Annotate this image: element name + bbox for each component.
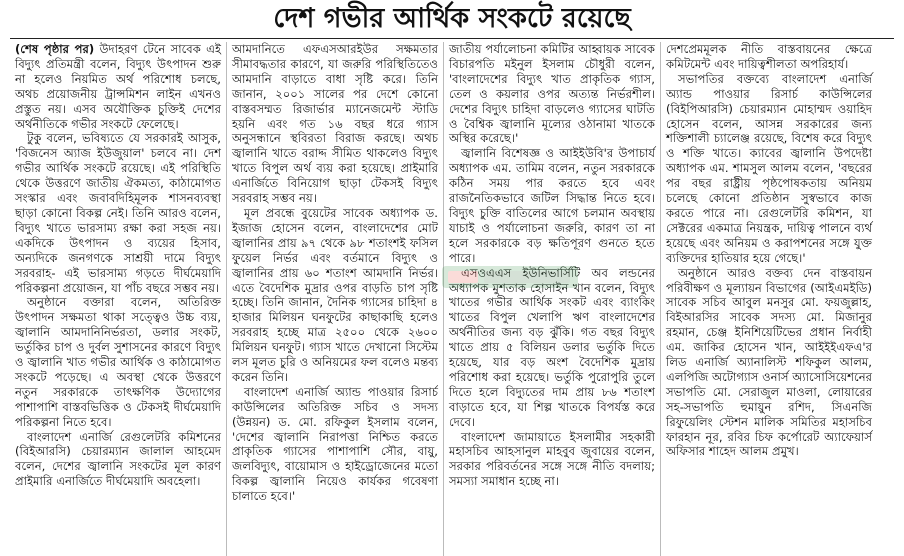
headline-bar [0,0,904,40]
article-paragraph: জাতীয় পর্যালোচনা কমিটির আহ্বায়ক সাবেক বিচারপতি মইনুল ইসলাম চৌধুরী বলেন, 'বাংলাদেশের বিদ্যুৎ খাত প্রাকৃতিক গ্যাস, তেল ও কয়লার ওপর অত্যন্ত নির্ভরশীল। দেশের বিদ্যুৎ চাহিদা বাড়লেও গ্যাসের ঘাটতি ও বৈশ্বিক জ্বালানি মূল্যের ওঠানামা খাতকে অস্থির করেছে।' [449,42,655,146]
article-column-2 [226,42,443,556]
page-title: দেশ গভীর আর্থিক সংকটে রয়েছে [273,2,631,34]
article-paragraph: অনুষ্ঠানে আরও বক্তব্য দেন বাস্তবায়ন পরিবীক্ষণ ও মূল্যায়ন বিভাগের (আইএমইডি) সাবেক সচিব আবুল মনসুর মো. ফয়জুল্লাহ, বিইআরসির সাবেক সদস্য মো. মিজানুর রহমান, চেঞ্জ ইনিশিয়েটিভের প্রধান নির্বাহী এম. জাকির হোসেন খান, আইইইএফএ'র লিড এনার্জি অ্যানালিস্ট শফিকুল আলম, এলপিজি অটোগ্যাস ওনার্স অ্যাসোসিয়েশনের সভাপতি মো. সেরাজুল মাওলা, লোয়ারের সহ-সভাপতি হুমায়ুন রশিদ, সিএনজি রিফুয়েলিং স্টেশন মালিক সমিতির মহাসচিব ফারহান নূর, রবির চিফ কর্পোরেট অ্যাফেয়ার্স অফিসার শাহেদ আলম প্রমুখ। [666,265,872,459]
article-paragraph [15,42,221,131]
article-column-3 [443,42,660,556]
continuation-marker: (শেষ পৃষ্ঠার পর) [15,42,95,56]
article-paragraph: অনুষ্ঠানে বক্তারা বলেন, অতিরিক্ত উৎপাদন সক্ষমতা থাকা সত্ত্বেও উচ্চ ব্যয়, জ্বালানি আমদানিনির্ভরতা, ডলার সংকট, ভর্তুকির চাপ ও দুর্বল সুশাসনের কারণে বিদ্যুৎ ও জ্বালানি খাত গভীর আর্থিক ও কাঠামোগত সংকটে পড়েছে। এ অবস্থা থেকে উত্তরণে নতুন সরকারকে তাৎক্ষণিক উদ্যোগের পাশাপাশি বাস্তবভিত্তিক ও টেকসই দীর্ঘমেয়াদি পরিকল্পনা নিতে হবে। [15,295,221,429]
article-column-4 [660,42,877,556]
article-paragraph: টুকু বলেন, ভবিষ্যতে যে সরকারই আসুক, 'বিজনেস অ্যাজ ইউজুয়াল' চলবে না। দেশ গভীর আর্থিক সংকটে রয়েছে। এই পরিস্থিতি থেকে উত্তরণে জাতীয় ঐকমত্য, কাঠামোগত সংস্কার এবং জবাবদিহিমূলক শাসনব্যবস্থা ছাড়া কোনো বিকল্প নেই। তিনি আরও বলেন, বিদ্যুৎ খাতে ভারসাম্য রক্ষা করা সহজ নয়। একদিকে উৎপাদন ও ব্যয়ের হিসাব, অন্যদিকে জনগণকে সাশ্রয়ী দামে বিদ্যুৎ সরবরাহ- এই ভারসাম্য গড়তে দীর্ঘমেয়াদি পরিকল্পনা প্রয়োজন, যা পাঁচ বছরে সম্ভব নয়। [15,131,221,295]
headline-rule [10,38,894,39]
article-paragraph: বাংলাদেশ এনার্জি রেগুলেটরি কমিশনের (বিইআরসি) চেয়ারম্যান জালাল আহমেদ বলেন, দেশের জ্বালানি সংকটের মূল কারণ প্রাইমারি এনার্জিতে দীর্ঘমেয়াদি অবহেলা। [15,429,221,489]
article-column-1 [10,42,226,556]
article-paragraph: বাংলাদেশ এনার্জি অ্যান্ড পাওয়ার রিসার্চ কাউন্সিলের অতিরিক্ত সচিব ও সদস্য (উন্নয়ন) ড. মো. রফিকুল ইসলাম বলেন, 'দেশের জ্বালানি নিরাপত্তা নিশ্চিত করতে প্রাকৃতিক গ্যাসের পাশাপাশি সৌর, বায়ু, জলবিদ্যুৎ, বায়োমাস ও হাইড্রোজেনের মতো বিকল্প জ্বালানি নিয়েও কার্যকর গবেষণা চালাতে হবে।' [232,384,438,504]
article-body [10,42,896,556]
article-paragraph: দেশপ্রেমমূলক নীতি বাস্তবায়নের ক্ষেত্রে কমিটমেন্ট এবং দায়িত্বশীলতা অপরিহার্য। [666,42,872,71]
article-paragraph: বাংলাদেশ জামায়াতে ইসলামীর সহকারী মহাসচিব আহসানুল মাহবুব জুবায়ের বলেন, সরকার পরিবর্তনের সঙ্গে সঙ্গে নীতি বদলায়; সমস্যা সমাধান হচ্ছে না। [449,429,655,489]
article-paragraph: সভাপতির বক্তব্যে বাংলাদেশ এনার্জি অ্যান্ড পাওয়ার রিসার্চ কাউন্সিলের (বিইপিআরসি) চেয়ারম্যান মোহাম্মদ ওয়াহিদ হোসেন বলেন, আসন্ন সরকারের জন্য শক্তিশালী চ্যালেঞ্জ রয়েছে, বিশেষ করে বিদ্যুৎ ও শক্তি খাতে। ক্যাবের জ্বালানি উপদেষ্টা অধ্যাপক এম. শামসুল আলম বলেন, 'বছরের পর বছর রাষ্ট্রীয় পৃষ্ঠপোষকতায় অনিয়ম চলেছে কোনো প্রতিষ্ঠান সুস্বভাবে কাজ করতে পারে না। রেগুলেটরি কমিশন, যা সেক্টরের একমাত্র নিয়ন্ত্রক, দায়িত্ব পালনে ব্যর্থ হয়েছে এবং অনিয়ম ও করাপশনের সঙ্গে যুক্ত ব্যক্তিদের হাতিয়ার হয়ে গেছে।' [666,71,872,265]
article-paragraph: জ্বালানি বিশেষজ্ঞ ও আইইউবি'র উপাচার্য অধ্যাপক এম. তামিম বলেন, নতুন সরকারকে কঠিন সময় পার করতে হবে এবং রাজনৈতিকভাবে জটিল সিদ্ধান্ত নিতে হবে। বিদ্যুৎ চুক্তি বাতিলের আগে চলমান অবস্থায় যাচাই ও পর্যালোচনা জরুরি, কারণ তা না হলে সরকারকে বড় ক্ষতিপূরণ গুনতে হতে পারে। [449,146,655,265]
article-paragraph: এসওএএস ইউনিভার্সিটি অব লন্ডনের অধ্যাপক মুশতাক হোসাইন খান বলেন, বিদ্যুৎ খাতের গভীর আর্থিক সংকট এবং ব্যাংকিং খাতের বিপুল খেলাপি ঋণ বাংলাদেশের অর্থনীতির জন্য বড় ঝুঁকি। গত বছর বিদ্যুৎ খাতে প্রায় ৫ বিলিয়ন ডলার ভর্তুকি দিতে হয়েছে, যার বড় অংশ বৈদেশিক মুদ্রায় পরিশোধ করা হয়েছে। ভর্তুকি পুরোপুরি তুলে দিতে হলে বিদ্যুতের দাম প্রায় ৮৬ শতাংশ বাড়াতে হবে, যা শিল্প খাতকে বিপর্যস্ত করে দেবে। [449,265,655,429]
article-paragraph: মূল প্রবন্ধে বুয়েটের সাবেক অধ্যাপক ড. ইজাজ হোসেন বলেন, বাংলাদেশের মোট জ্বালানির প্রায় ৯৭ থেকে ৯৮ শতাংশই ফসিল ফুয়েল নির্ভর এবং বর্তমানে বিদ্যুৎ ও জ্বালানির প্রায় ৬০ শতাংশ আমদানি নির্ভর। এতে বৈদেশিক মুদ্রার ওপর বাড়তি চাপ সৃষ্টি হচ্ছে। তিনি জানান, দৈনিক গ্যাসের চাহিদা ৪ হাজার মিলিয়ন ঘনফুটের কাছাকাছি হলেও সরবরাহ হচ্ছে মাত্র ২৫০০ থেকে ২৬০০ মিলিয়ন ঘনফুট। গ্যাস খাতে দেখানো সিস্টেম লস মূলত চুরি ও অনিয়মের ফল বলেও মন্তব্য করেন তিনি। [232,205,438,384]
article-paragraph: আমদানিতে এফএসআরইউর সক্ষমতার সীমাবদ্ধতার কারণে, যা জরুরি পরিস্থিতিতেও আমদানি বাড়াতে বাধা সৃষ্টি করে। তিনি জানান, ২০০১ সালের পর দেশে কোনো বাস্তবসম্মত রিজার্ভার ম্যানেজমেন্ট স্টাডি হয়নি এবং গত ১৬ বছর ধরে গ্যাস অনুসন্ধানে স্থবিরতা বিরাজ করছে। অথচ জ্বালানি খাতে বরাদ্দ সীমিত থাকলেও বিদ্যুৎ খাতে বিপুল অর্থ ব্যয় করা হয়েছে। প্রাইমারি এনার্জিতে বিনিয়োগ ছাড়া টেকসই বিদ্যুৎ সরবরাহ সম্ভব নয়। [232,42,438,206]
paragraph-text: উদাহরণ টেনে সাবেক এই বিদ্যুৎ প্রতিমন্ত্রী বলেন, বিদ্যুৎ উৎপাদন শুরু না হলেও নিয়মিত অর্থ পরিশোধ চলছে, অথচ প্রয়োজনীয় ট্রান্সমিশন লাইন এখনও প্রস্তুত নয়। এসব অযৌক্তিক চুক্তিই দেশের অর্থনীতিকে গভীর সংকটে ফেলেছে। [15,42,221,131]
